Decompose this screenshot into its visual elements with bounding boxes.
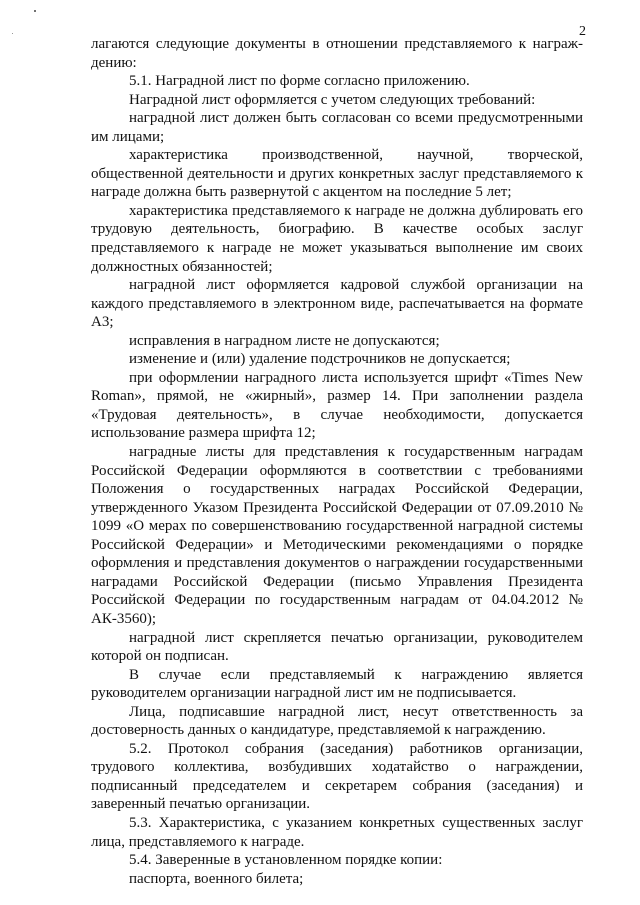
paragraph: наградные листы для представления к государственным наградам Российской Федерации оформляются в соответствии с требованиями Положения о государственных наградах Российской Федерации, утвержденного Указом Президента Российской Федерации от 07.09.2010 № 1099 «О мерах по совершенствованию государственной наградной системы Российской Федерации» и Методическими рекомендациями о порядке оформления и представления документов о награждении государственными наградами Российской Федерации (письмо Управления Президента Российской Федерации по государственным наградам от 04.04.2012 № АК-3560); bbox=[91, 444, 583, 627]
paragraph-item-5-2: 5.2. Протокол собрания (заседания) работников организации, трудового коллектива, возбудивших ходатайство о награждении, подписанный председателем и секретарем собрания (заседания) и заверенный печатью организации. bbox=[91, 740, 583, 813]
paragraph-item-5-3: 5.3. Характеристика, с указанием конкретных существенных заслуг лица, представляемого к награде. bbox=[91, 814, 583, 850]
paragraph: Наградной лист оформляется с учетом следующих требований: bbox=[129, 91, 536, 108]
paragraph: характеристика представляемого к награде не должна дублировать его трудовую деятельность, биографию. В качестве особых заслуг представляемого к награде не может указываться выполнение им своих должностных обязанностей; bbox=[91, 202, 583, 275]
document-body bbox=[91, 35, 583, 888]
paragraph: наградной лист скрепляется печатью организации, руководителем которой он подписан. bbox=[91, 629, 583, 665]
paragraph: паспорта, военного билета; bbox=[129, 870, 304, 887]
paragraph: Лица, подписавшие наградной лист, несут ответственность за достоверность данных о кандидатуре, представляемой к награждению. bbox=[91, 703, 583, 739]
paragraph-item-5-4: 5.4. Заверенные в установленном порядке копии: bbox=[129, 852, 443, 869]
paragraph-item-5-1: 5.1. Наградной лист по форме согласно приложению. bbox=[129, 73, 470, 90]
paragraph-continuation: лагаются следующие документы в отношении представляемого к награждению: bbox=[91, 36, 583, 71]
paragraph: изменение и (или) удаление подстрочников не допускается; bbox=[129, 351, 511, 368]
page-number: 2 bbox=[579, 24, 586, 39]
scan-speck bbox=[12, 33, 13, 34]
paragraph: наградной лист должен быть согласован со всеми предусмотренными им лицами; bbox=[91, 110, 583, 145]
paragraph: исправления в наградном листе не допускаются; bbox=[129, 332, 440, 349]
paragraph: В случае если представляемый к награждению является руководителем организации наградной лист им не подписывается. bbox=[91, 666, 583, 702]
scan-speck bbox=[34, 10, 36, 12]
paragraph: при оформлении наградного листа используется шрифт «Times New Roman», прямой, не «жирный», размер 14. При заполнении раздела «Трудовая деятельность», в случае необходимости, допускается использование размера шрифта 12; bbox=[91, 369, 583, 442]
paragraph: наградной лист оформляется кадровой службой организации на каждого представляемого в электронном виде, распечатывается на формате А3; bbox=[91, 277, 583, 331]
paragraph: характеристика производственной, научной, творческой, общественной деятельности и других конкретных заслуг представляемого к награде должна быть развернутой с акцентом на последние 5 лет; bbox=[91, 147, 583, 201]
